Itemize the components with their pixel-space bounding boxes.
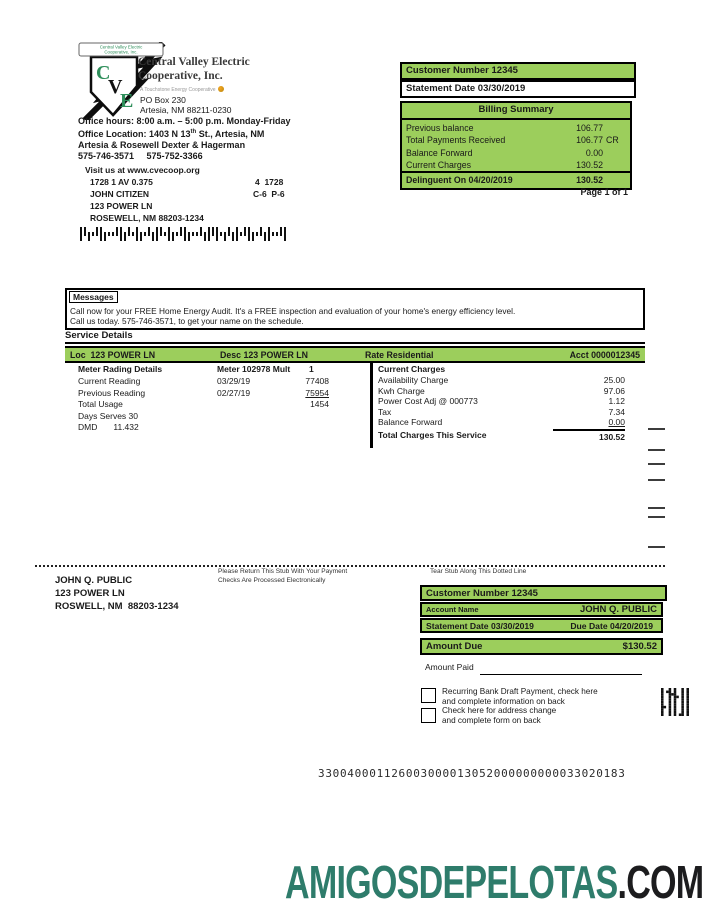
billing-row: Total Payments Received 106.77 CR	[406, 135, 619, 146]
service-location-bar	[65, 346, 645, 363]
watermark-name: AMIGOSDEPELOTAS	[284, 856, 618, 908]
stub-note: Checks Are Processed Electronically	[218, 577, 326, 584]
bank-draft-checkbox-label: Recurring Bank Draft Payment, check here and complete information on back	[442, 687, 598, 706]
delinquent-row: Delinguent On 04/20/2019 130.52	[402, 171, 630, 187]
account-name-label: Account Name	[426, 605, 479, 614]
service-desc: Desc 123 POWER LN	[220, 349, 308, 360]
stub-dates-row	[420, 618, 663, 633]
logo-label-line1: Central Valley Electric	[99, 44, 143, 50]
payer-name: JOHN Q. PUBLIC	[55, 575, 133, 586]
stub-account-name-row	[420, 602, 663, 617]
charges-total-row: Total Charges This Service 130.52	[378, 429, 625, 442]
office-hours: Office hours: 8:00 a.m. – 5:00 p.m. Monday-Friday	[78, 116, 291, 126]
payer-address2: ROSWELL, NM 88203-1234	[55, 601, 179, 612]
mail-sort-tick	[648, 507, 665, 509]
mail-route-line: 1728 1 AV 0.375	[90, 177, 153, 187]
meter-multiplier: 1	[309, 364, 314, 374]
recipient-address2: ROSEWELL, NM 88203-1234	[90, 213, 204, 223]
po-box: PO Box 230	[140, 95, 186, 105]
logo-letter-c: C	[96, 62, 111, 84]
mail-sort-tick	[648, 546, 665, 548]
charges-title: Current Charges	[378, 364, 446, 374]
service-acct: Acct 0000012345	[569, 349, 640, 360]
amount-paid-field[interactable]	[480, 660, 642, 675]
messages-box	[65, 288, 645, 330]
amount-due-value: $130.52	[622, 641, 657, 652]
billing-row: Balance Forward 0.00	[406, 147, 603, 158]
payer-address1: 123 POWER LN	[55, 588, 125, 599]
charge-row: Kwh Charge 97.06	[378, 385, 625, 396]
customer-number-box: Customer Number 12345	[400, 62, 636, 80]
meter-row: DMD 11.432	[78, 422, 139, 433]
service-details-title: Service Details	[65, 330, 133, 341]
billing-summary-title: Billing Summary	[402, 103, 630, 120]
meter-number: Meter 102978 Mult	[217, 364, 291, 374]
mail-route-code: 4 1728	[255, 177, 284, 187]
address-change-checkbox[interactable]	[421, 708, 436, 723]
recipient-address1: 123 POWER LN	[90, 201, 153, 211]
meter-row: Days Serves 30	[78, 410, 138, 421]
service-details-body	[65, 362, 645, 448]
account-name-value: JOHN Q. PUBLIC	[579, 604, 657, 615]
billing-summary	[400, 101, 632, 190]
message-line2: Call us today. 575-746-3571, to get your name on the schedule.	[70, 316, 304, 326]
meter-row: Current Reading 03/29/19 77408	[78, 376, 329, 386]
message-line1: Call now for your FREE Home Energy Audit. It's a FREE inspection and evaluation of your home's energy efficiency level.	[70, 306, 516, 316]
stub-note: Tear Stub Along This Dotted Line	[430, 568, 527, 575]
billing-row: Current Charges 130.52	[406, 159, 603, 170]
meter-rows	[78, 376, 329, 434]
company-city: Artesia, NM 88211-0230	[140, 105, 232, 115]
touchstone-logo-icon	[218, 86, 224, 92]
statement-date-box: Statement Date 03/30/2019	[400, 80, 636, 98]
amount-due-label: Amount Due	[426, 641, 483, 652]
service-areas: Artesia & Rosewell Dexter & Hagerman	[78, 140, 246, 150]
recipient-name: JOHN CITIZEN	[90, 189, 150, 199]
meter-section-title: Meter Rading Details	[78, 364, 163, 374]
current-charges	[378, 364, 625, 443]
billing-row: Previous balance 106.77	[406, 123, 603, 133]
company-name: Central Valley Electric Cooperative, Inc.	[138, 56, 250, 82]
stub-note: Please Return This Stub With Your Payment	[218, 568, 348, 575]
watermark-tld: .COM	[617, 856, 703, 908]
office-location: Office Location: 1403 N 13th St., Artesia, NM	[78, 129, 265, 139]
charge-row: Power Cost Adj @ 000773 1.12	[378, 396, 625, 407]
service-rate: Rate Residential	[365, 349, 434, 360]
mail-sort-tick	[648, 463, 665, 465]
meter-row: Total Usage 1454	[78, 399, 329, 410]
service-details-rule	[65, 342, 645, 344]
ocr-scan-line: 330040001126003000013052000000000033020183	[318, 767, 626, 780]
service-loc: Loc 123 POWER LN	[70, 349, 156, 360]
logo-letter-e: E	[120, 90, 134, 112]
page-number: Page 1 of 1	[580, 187, 628, 197]
bank-draft-checkbox[interactable]	[421, 688, 436, 703]
column-divider	[370, 362, 373, 448]
mail-sort-tick	[648, 516, 665, 518]
mail-sort-tick	[648, 449, 665, 451]
charge-row: Balance Forward 0.00	[378, 417, 625, 428]
logo-label-line2: Cooperative, Inc.	[104, 49, 138, 55]
office-info	[78, 116, 291, 162]
logo-letter-v: V	[108, 76, 123, 98]
phone-numbers: 575-746-3571 575-752-3366	[78, 151, 203, 161]
mail-sort-code: C-6 P-6	[253, 189, 285, 199]
stub-statement-date: Statement Date 03/30/2019	[426, 620, 534, 631]
address-change-checkbox-label: Check here for address change and complete form on back	[442, 706, 557, 725]
postal-barcode	[80, 227, 288, 241]
touchstone-tagline: A Touchstone Energy Cooperative	[140, 86, 224, 93]
stub-due-date: Due Date 04/20/2019	[570, 620, 653, 631]
amount-paid-label: Amount Paid	[425, 662, 474, 672]
meter-row: Previous Reading 02/27/19 75954	[78, 387, 329, 398]
messages-title: Messages	[69, 291, 118, 303]
charge-row: Availability Charge 25.00	[378, 375, 625, 385]
amount-due-row	[420, 638, 663, 655]
billing-summary-rows	[402, 120, 630, 188]
charge-row: Tax 7.34	[378, 406, 625, 417]
watermark	[285, 855, 703, 909]
mail-sort-tick	[648, 479, 665, 481]
payer-address-block	[55, 574, 179, 613]
tear-dotted-line	[35, 565, 665, 567]
stub-customer-number: Customer Number 12345	[420, 585, 667, 601]
qr-code	[661, 688, 689, 716]
website-line: Visit us at www.cvecoop.org	[85, 165, 200, 175]
mail-sort-tick	[648, 428, 665, 430]
